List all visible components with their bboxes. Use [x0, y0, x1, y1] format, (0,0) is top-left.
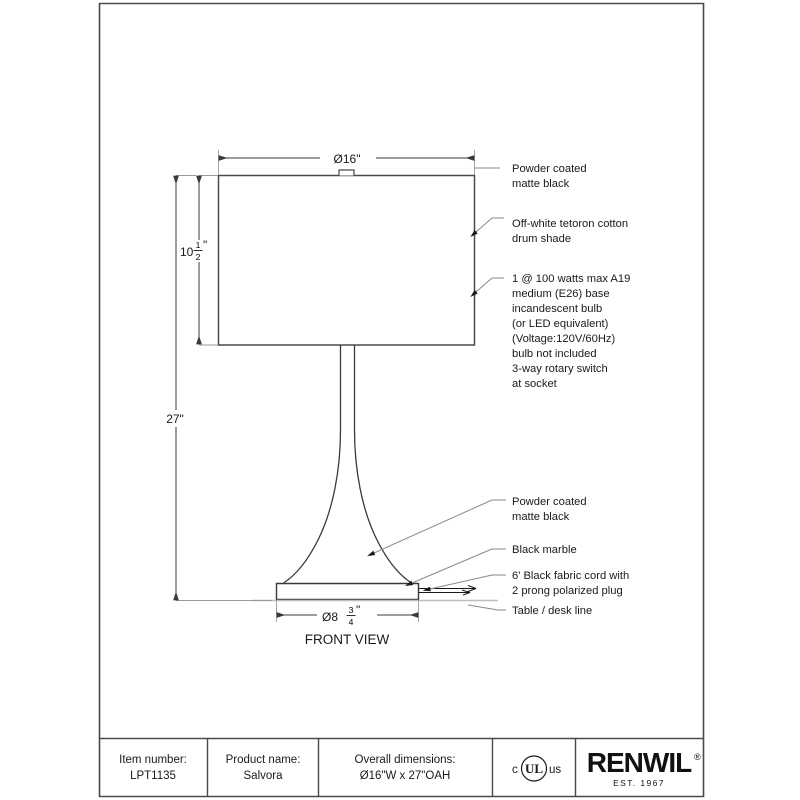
callout-body-finish: [512, 496, 587, 523]
svg-text:(or LED equivalent): (or LED equivalent): [512, 318, 609, 330]
svg-text:4: 4: [348, 617, 354, 627]
callout-cord-spec: [512, 570, 629, 597]
view-label: FRONT VIEW: [304, 632, 390, 647]
callout-shade-top-finish: [512, 163, 587, 190]
svg-text:Powder coated: Powder coated: [512, 496, 587, 508]
leader-body-finish: [374, 500, 492, 553]
ul-certification-icon: [512, 756, 561, 781]
lamp-stem-left: [284, 345, 341, 583]
svg-text:1 @ 100 watts max A19: 1 @ 100 watts max A19: [512, 273, 631, 285]
callout-table-line: [512, 605, 592, 617]
svg-text:Table / desk line: Table / desk line: [512, 605, 593, 617]
svg-text:Overall dimensions:: Overall dimensions:: [354, 754, 456, 766]
dimension-shade-height: [176, 176, 218, 346]
dim-shade-diameter-text: Ø16": [333, 152, 361, 166]
sheet-frame: [100, 4, 704, 797]
svg-text:1: 1: [195, 240, 201, 250]
svg-text:Ø8: Ø8: [322, 610, 339, 624]
svg-text:": ": [356, 603, 361, 617]
svg-text:3: 3: [348, 605, 354, 615]
callout-bulb-spec: [512, 273, 630, 390]
svg-text:®: ®: [694, 752, 701, 762]
brand-logo: [587, 747, 701, 788]
callout-shade-material: [512, 218, 628, 245]
svg-text:Item number:: Item number:: [119, 754, 187, 766]
svg-text:LPT1135: LPT1135: [130, 770, 176, 782]
svg-text:medium (E26) base: medium (E26) base: [512, 288, 610, 300]
callout-base-material: [512, 544, 577, 556]
svg-text:c: c: [512, 764, 518, 776]
svg-text:Ø16"W x 27"OAH: Ø16"W x 27"OAH: [359, 770, 451, 782]
power-cord: [419, 586, 477, 596]
socket-nub: [339, 170, 354, 176]
svg-text:UL: UL: [524, 761, 544, 776]
dim-overall-height-text: 27": [166, 412, 184, 426]
title-field-item-number: [119, 754, 187, 782]
leader-table-line: [468, 605, 498, 610]
svg-text:us: us: [549, 764, 562, 776]
marble-base: [277, 584, 419, 600]
title-block: [100, 739, 704, 797]
drum-shade: [219, 176, 475, 346]
svg-text:Product name:: Product name:: [225, 754, 301, 766]
leader-shade-material: [476, 218, 492, 232]
svg-text:matte black: matte black: [512, 511, 570, 523]
svg-text:2 prong polarized plug: 2 prong polarized plug: [512, 585, 623, 597]
svg-text:drum shade: drum shade: [512, 233, 572, 245]
svg-text:2: 2: [195, 252, 201, 262]
svg-text:3-way rotary switch: 3-way rotary switch: [512, 363, 608, 375]
svg-text:Off-white tetoron cotton: Off-white tetoron cotton: [512, 218, 629, 230]
svg-text:RENWIL: RENWIL: [586, 747, 692, 778]
svg-text:Powder coated: Powder coated: [512, 163, 587, 175]
leader-bulb-spec: [476, 278, 492, 292]
title-field-overall-dimensions: [355, 754, 456, 782]
svg-text:bulb not included: bulb not included: [512, 348, 597, 360]
svg-text:10: 10: [180, 245, 194, 259]
svg-text:(Voltage:120V/60Hz): (Voltage:120V/60Hz): [512, 333, 616, 345]
svg-text:Salvora: Salvora: [243, 770, 283, 782]
lamp-stem-right: [355, 345, 412, 583]
svg-text:matte black: matte black: [512, 178, 570, 190]
svg-text:EST. 1967: EST. 1967: [613, 778, 665, 788]
lamp-assembly: [219, 170, 499, 601]
svg-text:": ": [203, 238, 208, 252]
svg-text:at socket: at socket: [512, 378, 557, 390]
title-field-product-name: [226, 754, 301, 782]
svg-text:Black marble: Black marble: [512, 544, 577, 556]
svg-text:incandescent bulb: incandescent bulb: [512, 303, 603, 315]
leader-cord-spec: [430, 575, 492, 589]
dimension-base-diameter: [277, 600, 419, 647]
svg-text:6' Black fabric cord with: 6' Black fabric cord with: [512, 570, 630, 582]
